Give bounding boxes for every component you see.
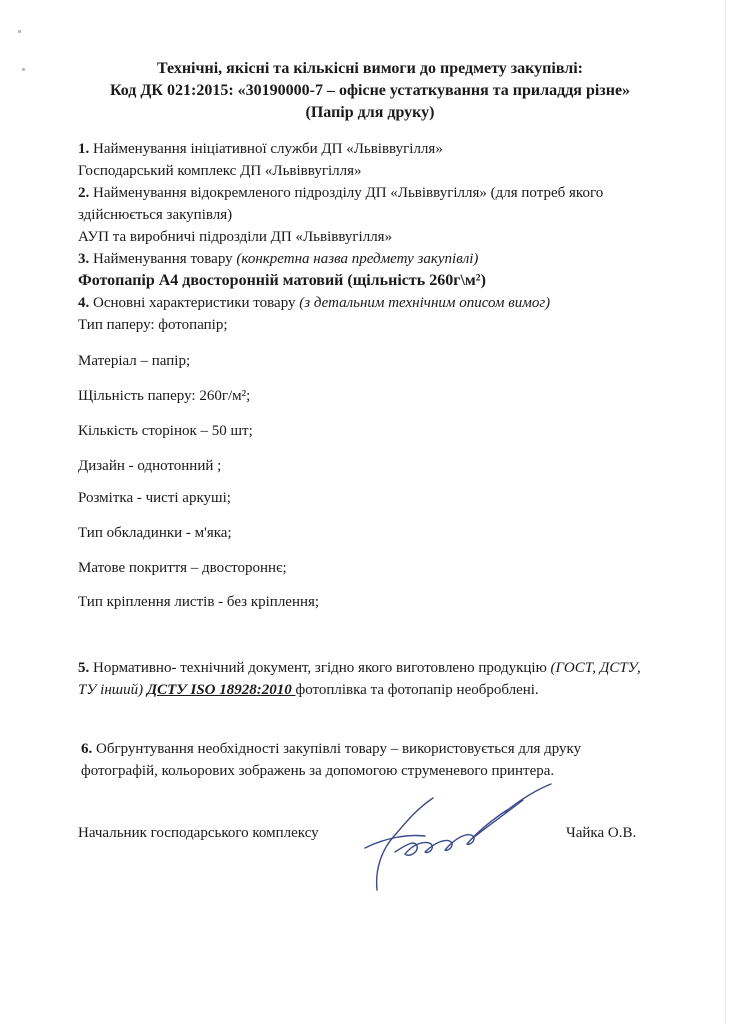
doc-title-line-2: Код ДК 021:2015: «30190000-7 – офісне устаткування та приладдя різне»: [109, 82, 631, 99]
spec-item: Матеріал – папір;: [78, 353, 191, 369]
standard-reference: ДСТУ ISO 18928:2010: [146, 682, 296, 698]
spec-item: Дизайн - однотонний ;: [78, 458, 222, 474]
section-label: Нормативно- технічний документ, згідно якого виготовлено продукцію: [89, 660, 547, 676]
doc-title-line-3: (Папір для друку): [305, 104, 435, 121]
section-label: Обгрунтування необхідності закупівлі товару – використовується для друку фотографій, кольорових зображень за допомогою струменевого принтера.: [81, 741, 582, 779]
scan-speck: [18, 30, 21, 33]
section-6: [81, 738, 661, 782]
doc-title-line-1: Технічні, якісні та кількісні вимоги до предмету закупівлі:: [156, 60, 583, 77]
section-2-heading: [78, 182, 668, 226]
scan-speck: [22, 68, 25, 71]
spec-item: Тип паперу: фотопапір;: [78, 317, 228, 333]
section-5: [78, 657, 658, 701]
section-note: (з детальним технічним описом вимог): [299, 295, 551, 311]
section-number: 5.: [78, 660, 90, 676]
signatory-position: Начальник господарського комплексу: [78, 825, 319, 841]
section-label: Основні характеристики товару: [89, 295, 300, 311]
spec-item: Розмітка - чисті аркуші;: [78, 490, 231, 506]
section-label: Найменування відокремленого підрозділу ДП «Львіввугілля» (для потреб якого здійснюється закупівля): [78, 185, 604, 223]
section-number: 2.: [78, 185, 90, 201]
section-note: (конкретна назва предмету закупівлі): [236, 251, 479, 267]
product-name: Фотопапір А4 двосторонній матовий (щільність 260г\м²): [78, 272, 486, 289]
section-number: 1.: [78, 141, 90, 157]
section-2: [78, 182, 668, 248]
section-1: [78, 138, 668, 182]
spec-item: Кількість сторінок – 50 шт;: [78, 423, 253, 439]
spec-item: Матове покриття – двостороннє;: [78, 560, 287, 576]
section-note: (ГОСТ, ДСТУ, ТУ інший): [78, 660, 641, 698]
section-4: [78, 292, 668, 314]
section-number: 6.: [81, 741, 93, 757]
section-2-value: АУП та виробничі підрозділи ДП «Львіввугілля»: [78, 229, 393, 245]
section-3-heading: [78, 248, 668, 270]
scan-edge-line: [725, 0, 726, 1024]
section-4-heading: [78, 292, 668, 314]
section-1-heading: [78, 138, 668, 160]
section-label: Найменування товару: [89, 251, 237, 267]
handwritten-signature: [355, 780, 555, 895]
section-number: 3.: [78, 251, 90, 267]
section-5-tail: фотоплівка та фотопапір необроблені.: [295, 682, 539, 698]
spec-item: Тип кріплення листів - без кріплення;: [78, 594, 320, 610]
section-number: 4.: [78, 295, 90, 311]
section-1-value: Господарський комплекс ДП «Львіввугілля»: [78, 163, 362, 179]
section-3: [78, 248, 668, 292]
section-label: Найменування ініціативної служби ДП «Львіввугілля»: [89, 141, 443, 157]
spec-item: Тип обкладинки - м'яка;: [78, 525, 232, 541]
spec-item: Щільність паперу: 260г/м²;: [78, 388, 251, 404]
signatory-name: Чайка О.В.: [566, 825, 637, 841]
